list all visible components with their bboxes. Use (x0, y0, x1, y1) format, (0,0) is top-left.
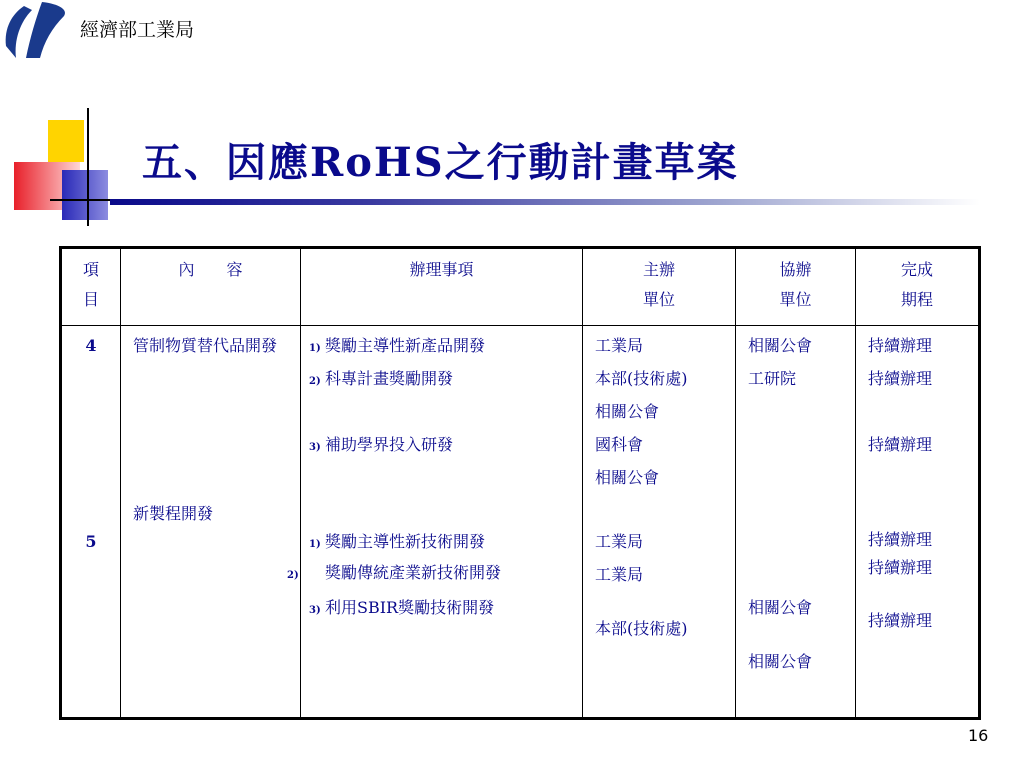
header-lead-unit: 主辦 單位 (583, 249, 736, 326)
action-plan-table (59, 246, 981, 720)
row5-content: 新製程開發 (133, 504, 214, 523)
assist-unit-cell: 相關公會 工研院 相關公會 相關公會 (736, 326, 856, 718)
row4-content: 管制物質替代品開發 (133, 336, 278, 355)
task-item: 3) 補助學界投入研發 (309, 435, 454, 454)
lead-unit-cell: 工業局 本部(技術處) 相關公會 國科會 相關公會 工業局 工業局 本部(技術處) (583, 326, 736, 718)
ministry-logo-icon (2, 0, 68, 60)
deadline-cell: 持續辦理 持續辦理 持續辦理 持續辦理 持續辦理 持續辦理 (856, 326, 979, 718)
header-content: 內 容 (121, 249, 301, 326)
title-underline (110, 199, 980, 205)
task-item: 1) 獎勵主導性新產品開發 (309, 336, 486, 355)
slide-title: 五、因應RoHS之行動計畫草案 (142, 139, 739, 186)
table-header-row (62, 249, 979, 326)
task-item: 1) 獎勵主導性新技術開發 (309, 532, 486, 551)
org-name: 經濟部工業局 (80, 19, 195, 41)
header-deadline: 完成 期程 (856, 249, 979, 326)
task-item: 2) 獎勵傳統產業新技術開發 (287, 563, 502, 582)
task-item: 3) 利用SBIR獎勵技術開發 (309, 598, 495, 617)
page-number: 16 (968, 726, 989, 745)
header-assist-unit: 協辦 單位 (736, 249, 856, 326)
tasks-cell (287, 326, 583, 718)
header-item: 項 目 (62, 249, 121, 326)
table-row (62, 326, 979, 718)
item-number-cell: 4 5 (62, 326, 121, 718)
content-cell (121, 326, 301, 718)
header-matters: 辦理事項 (301, 249, 583, 326)
title-decoration (0, 100, 140, 230)
task-item: 2) 科專計畫獎勵開發 (309, 369, 454, 388)
